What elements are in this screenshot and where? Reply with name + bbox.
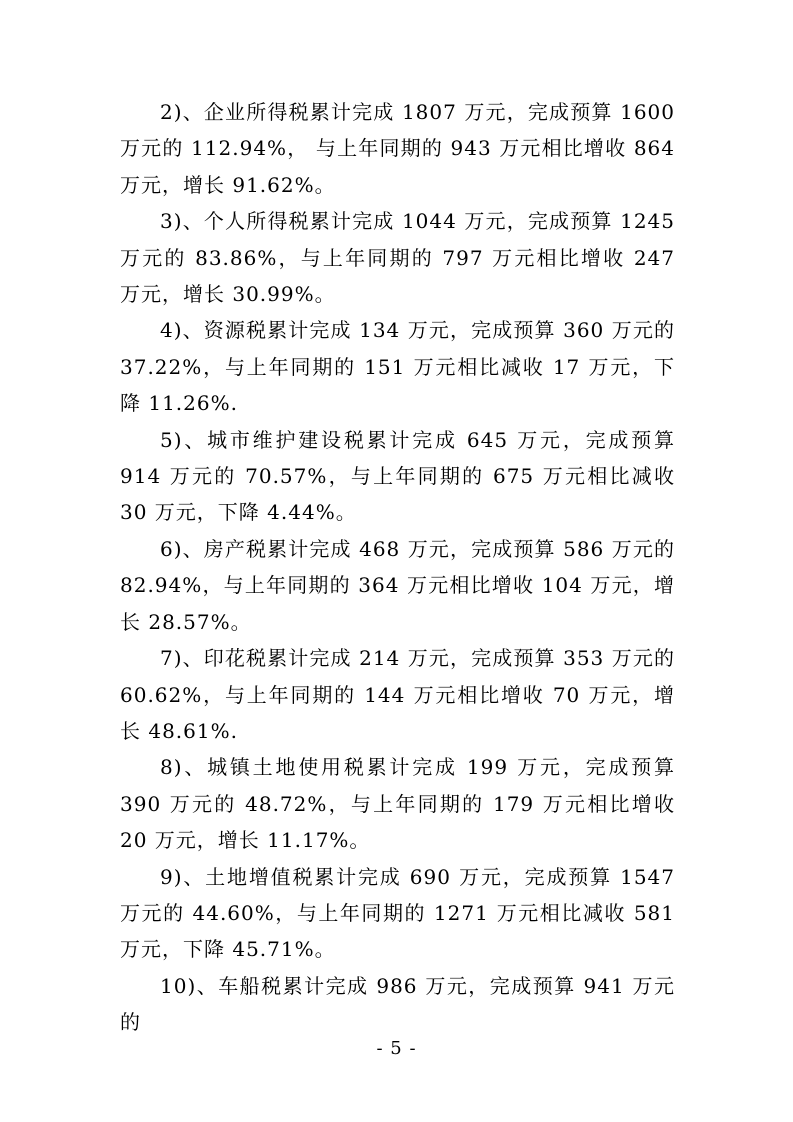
paragraph-resource-tax: 4)、资源税累计完成 134 万元，完成预算 360 万元的 37.22%，与上年同期的 151 万元相比减收 17 万元，下降 11.26%.	[120, 318, 675, 416]
paragraph-land-value-added-tax: 9)、土地增值税累计完成 690 万元，完成预算 1547 万元的 44.60%，与上年同期的 1271 万元相比减收 581 万元，下降 45.71%。	[120, 864, 675, 962]
paragraph-personal-income-tax: 3)、个人所得税累计完成 1044 万元，完成预算 1245 万元的 83.86%，与上年同期的 797 万元相比增收 247 万元，增长 30.99%。	[120, 209, 675, 307]
page-number: - 5 -	[376, 1038, 417, 1059]
paragraph-urban-maintenance-tax: 5)、城市维护建设税累计完成 645 万元，完成预算 914 万元的 70.57%，与上年同期的 675 万元相比减收 30 万元，下降 4.44%。	[120, 427, 675, 525]
paragraph-stamp-tax: 7)、印花税累计完成 214 万元，完成预算 353 万元的 60.62%，与上年同期的 144 万元相比增收 70 万元，增长 48.61%.	[120, 646, 675, 743]
paragraph-vehicle-vessel-tax: 10)、车船税累计完成 986 万元，完成预算 941 万元的	[120, 973, 675, 1035]
paragraph-urban-land-use-tax: 8)、城镇土地使用税累计完成 199 万元，完成预算 390 万元的 48.72%，与上年同期的 179 万元相比增收 20 万元，增长 11.17%。	[120, 755, 675, 853]
paragraph-corporate-income-tax: 2)、企业所得税累计完成 1807 万元，完成预算 1600 万元的 112.94%， 与上年同期的 943 万元相比增收 864 万元，增长 91.62%。	[120, 100, 675, 197]
paragraph-property-tax: 6)、房产税累计完成 468 万元，完成预算 586 万元的 82.94%，与上年同期的 364 万元相比增收 104 万元，增长 28.57%。	[120, 536, 675, 634]
document-body	[120, 94, 675, 1041]
